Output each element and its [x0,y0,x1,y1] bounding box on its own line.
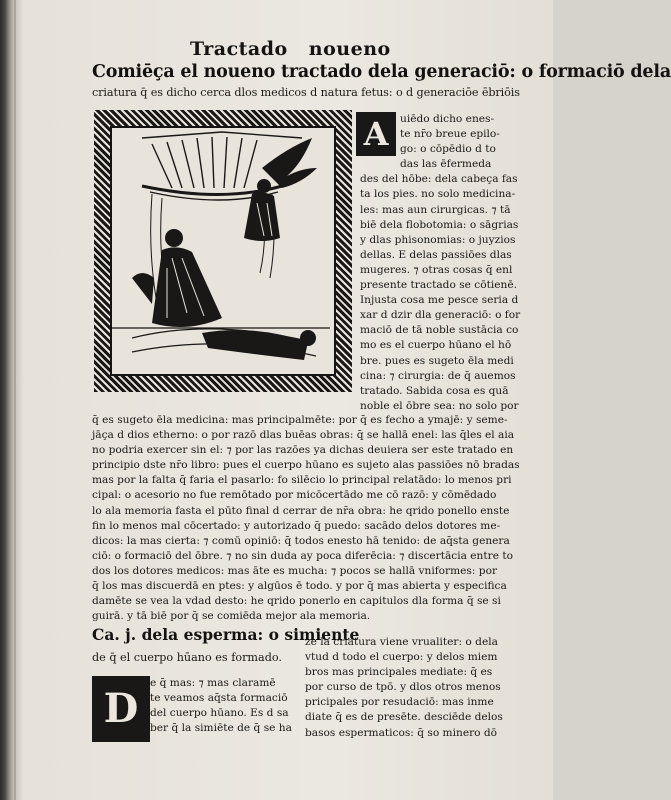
text-line: q̄ los mas discuerdā en ptes: y algūos ē todo. y por q̄ mas abierta y especifica [92,580,507,593]
text-line: e q̄ mas: ⁊ mas claramē [150,677,276,689]
text-line: guirā. y tā biē por q̄ se comiēda mejor ala memoria. [92,610,371,623]
binding-edge [14,0,16,800]
section-subheading: de q̄ el cuerpo hūano es formado. [92,651,282,664]
woodcut-annunciation-icon [112,128,330,374]
text-line: basos espermaticos: q̄ so minero dō [305,726,498,739]
text-line: biē dela flobotomia: o sāgrias [360,218,519,231]
woodcut-scene [110,126,336,376]
text-line: mo es el cuerpo hūano el hō [360,339,512,352]
text-line: cipal: o acesorio no fue remōtado por micōcertādo me cō razō: y cōmēdado [92,489,497,502]
text-line: mas por la falta q̄ faria el pasarlo: fo silēcio lo principal relatādo: lo menos pri [92,474,512,487]
text-line: pricipales por resudaciō: mas inme [305,696,494,709]
text-line: principio dste nr̄o libro: pues el cuerpo hūano es sujeto alas passiōes nō bradas [92,459,520,472]
text-line: diate q̄ es de presēte. desciēde delos [305,711,503,724]
text-line: del cuerpo hūano. Es d sa [150,707,289,720]
text-line: te veamos aq̄sta formaciō [150,692,288,705]
text-line: presente tractado se cōtienē. [360,279,517,292]
decorated-initial-d: D [92,676,150,742]
text-line: te nr̄o breue epilo- [400,128,500,141]
text-line: damēte se vea la vdad desto: he qrido ponerlo en capitulos dla forma q̄ se si [92,595,501,608]
chapter-heading: Comiēça el noueno tractado dela generaciō: o formaciō dela [92,62,671,82]
text-line: bre. pues es sugeto ēla medi [360,354,514,367]
text-line: fin lo menos mal cōcertado: y autorizado q̄ puedo: sacādo delos dotores me- [92,519,501,532]
section-left-text [150,676,298,736]
running-title: Tractado noueno [190,38,391,60]
text-line: ze la criatura viene vrualiter: o dela [305,636,498,648]
text-line: Injusta cosa me pesce seria d [360,294,519,307]
text-line: por curso de tpō. y dlos otros menos [305,681,501,694]
text-line: dos los dotores medicos: mas āte es mucha: ⁊ pocos se hallā vniformes: por [92,564,498,577]
text-line: ta los pies. no solo medicina- [360,188,516,201]
right-column-text [360,112,521,414]
text-line: q̄ es sugeto ēla medicina: mas principalmēte: por q̄ es fecho a ymajē: y seme- [92,414,508,426]
text-line: uiēdo dicho enes- [400,113,495,125]
text-line: xar d dzir dla generaciō: o for [360,309,521,322]
text-line: no podria exercer sin el: ⁊ por las razōes ya dichas deuiera ser este tratado en [92,444,514,457]
text-line: les: mas aun cirurgicas. ⁊ tā [360,203,511,216]
section-right-text [305,635,525,741]
decorated-initial-a: A [356,112,396,156]
woodcut-illustration [94,110,352,392]
text-line: ciō: o formaciō del ōbre. ⁊ no sin duda ay poca diferēcia: ⁊ discertācia entre to [92,549,513,562]
text-line: dellas. E delas passiōes dlas [360,248,512,261]
text-line: vtud d todo el cuerpo: y delos miem [305,651,498,664]
text-line: mugeres. ⁊ otras cosas q̄ enl [360,263,513,276]
section-heading: Ca. j. dela esperma: o simiente [92,625,360,644]
text-line: dicos: la mas cierta: ⁊ comū opiniō: q̄ todos enesto hā tenido: de aq̄sta genera [92,534,510,547]
text-line: cina: ⁊ cirurgia: de q̄ auemos [360,369,516,382]
text-line: lo ala memoria fasta el pūto final d cerrar de nr̄a obra: he qrido ponello enste [92,504,510,517]
text-line: ber q̄ la simiēte de q̄ se ha [150,722,292,735]
text-line: bros mas principales mediate: q̄ es [305,666,493,679]
full-width-text [92,413,522,624]
text-line: maciō de tā noble sustācia co [360,324,519,337]
text-line: des del hōbe: dela cabeça fas [360,173,518,186]
text-line: jāça d dios etherno: o por razō dlas buēas obras: q̄ se hallā enel: las q̄les el aia [92,429,515,442]
text-line: noble el ōbre sea: no solo por [360,399,519,412]
text-line: tratado. Sabida cosa es quā [360,384,509,397]
chapter-subtitle: criatura q̄ es dicho cerca dlos medicos d natura fetus: o d generaciōe ēbriōis [92,86,520,99]
text-line: das las ēfermeda [400,158,492,171]
text-line: go: o cōpēdio d to [400,143,496,156]
text-line: y dlas phisonomias: o juyzios [360,233,516,246]
